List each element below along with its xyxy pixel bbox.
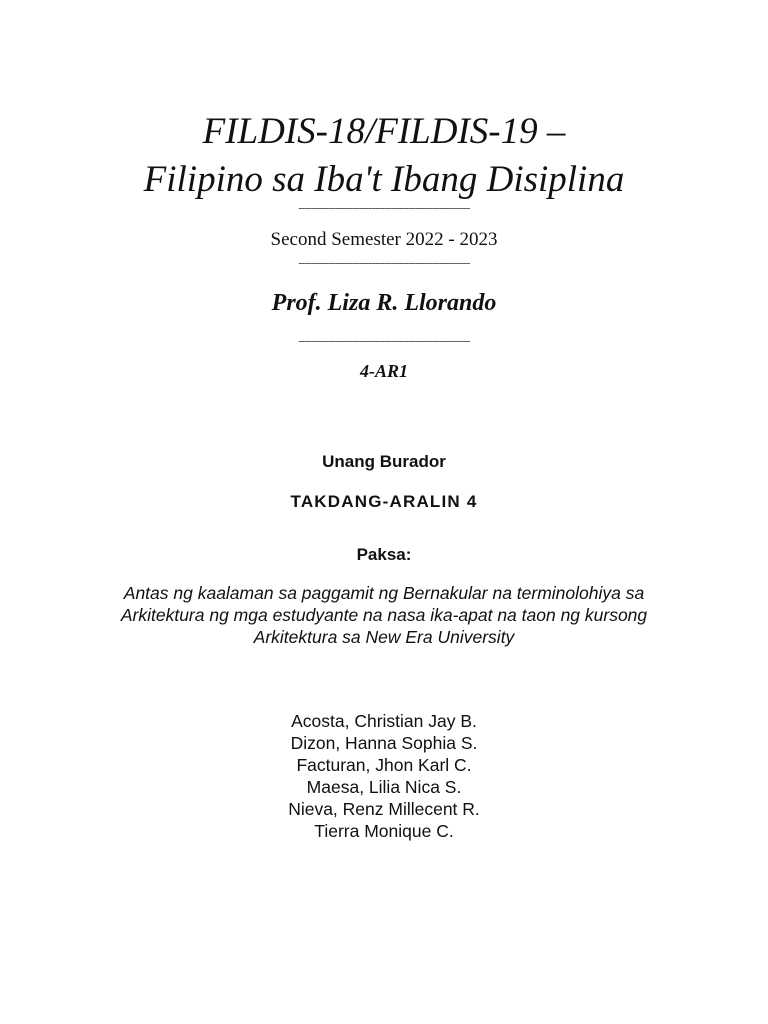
member-name: Maesa, Lilia Nica S. (306, 777, 462, 797)
section-label: 4-AR1 (359, 361, 408, 381)
member-name: Dizon, Hanna Sophia S. (290, 733, 478, 753)
assignment-title: TAKDANG-ARALIN 4 (290, 492, 478, 511)
draft-label: Unang Burador (322, 452, 446, 471)
separator-line-3: -------------------------------------------------------- (298, 335, 470, 347)
semester-text: Second Semester 2022 - 2023 (270, 229, 498, 250)
separator-line-1: -------------------------------------------------------- (298, 202, 470, 214)
member-name: Facturan, Jhon Karl C. (296, 755, 472, 775)
member-name: Tierra Monique C. (314, 821, 454, 841)
member-name: Nieva, Renz Millecent R. (288, 799, 480, 819)
course-code-title: FILDIS-18/FILDIS-19 – (202, 111, 566, 152)
member-name: Acosta, Christian Jay B. (291, 711, 477, 731)
topic-line: Arkitektura sa New Era University (253, 627, 515, 647)
separator-line-2: -------------------------------------------------------- (298, 257, 470, 269)
course-name-title: Filipino sa Iba't Ibang Disiplina (143, 159, 625, 200)
professor-name: Prof. Liza R. Llorando (271, 290, 497, 316)
topic-line: Arkitektura ng mga estudyante na nasa ika-apat na taon ng kursong (120, 605, 648, 625)
topic-line: Antas ng kaalaman sa paggamit ng Bernakular na terminolohiya sa (123, 583, 645, 603)
topic-label: Paksa: (356, 545, 412, 564)
